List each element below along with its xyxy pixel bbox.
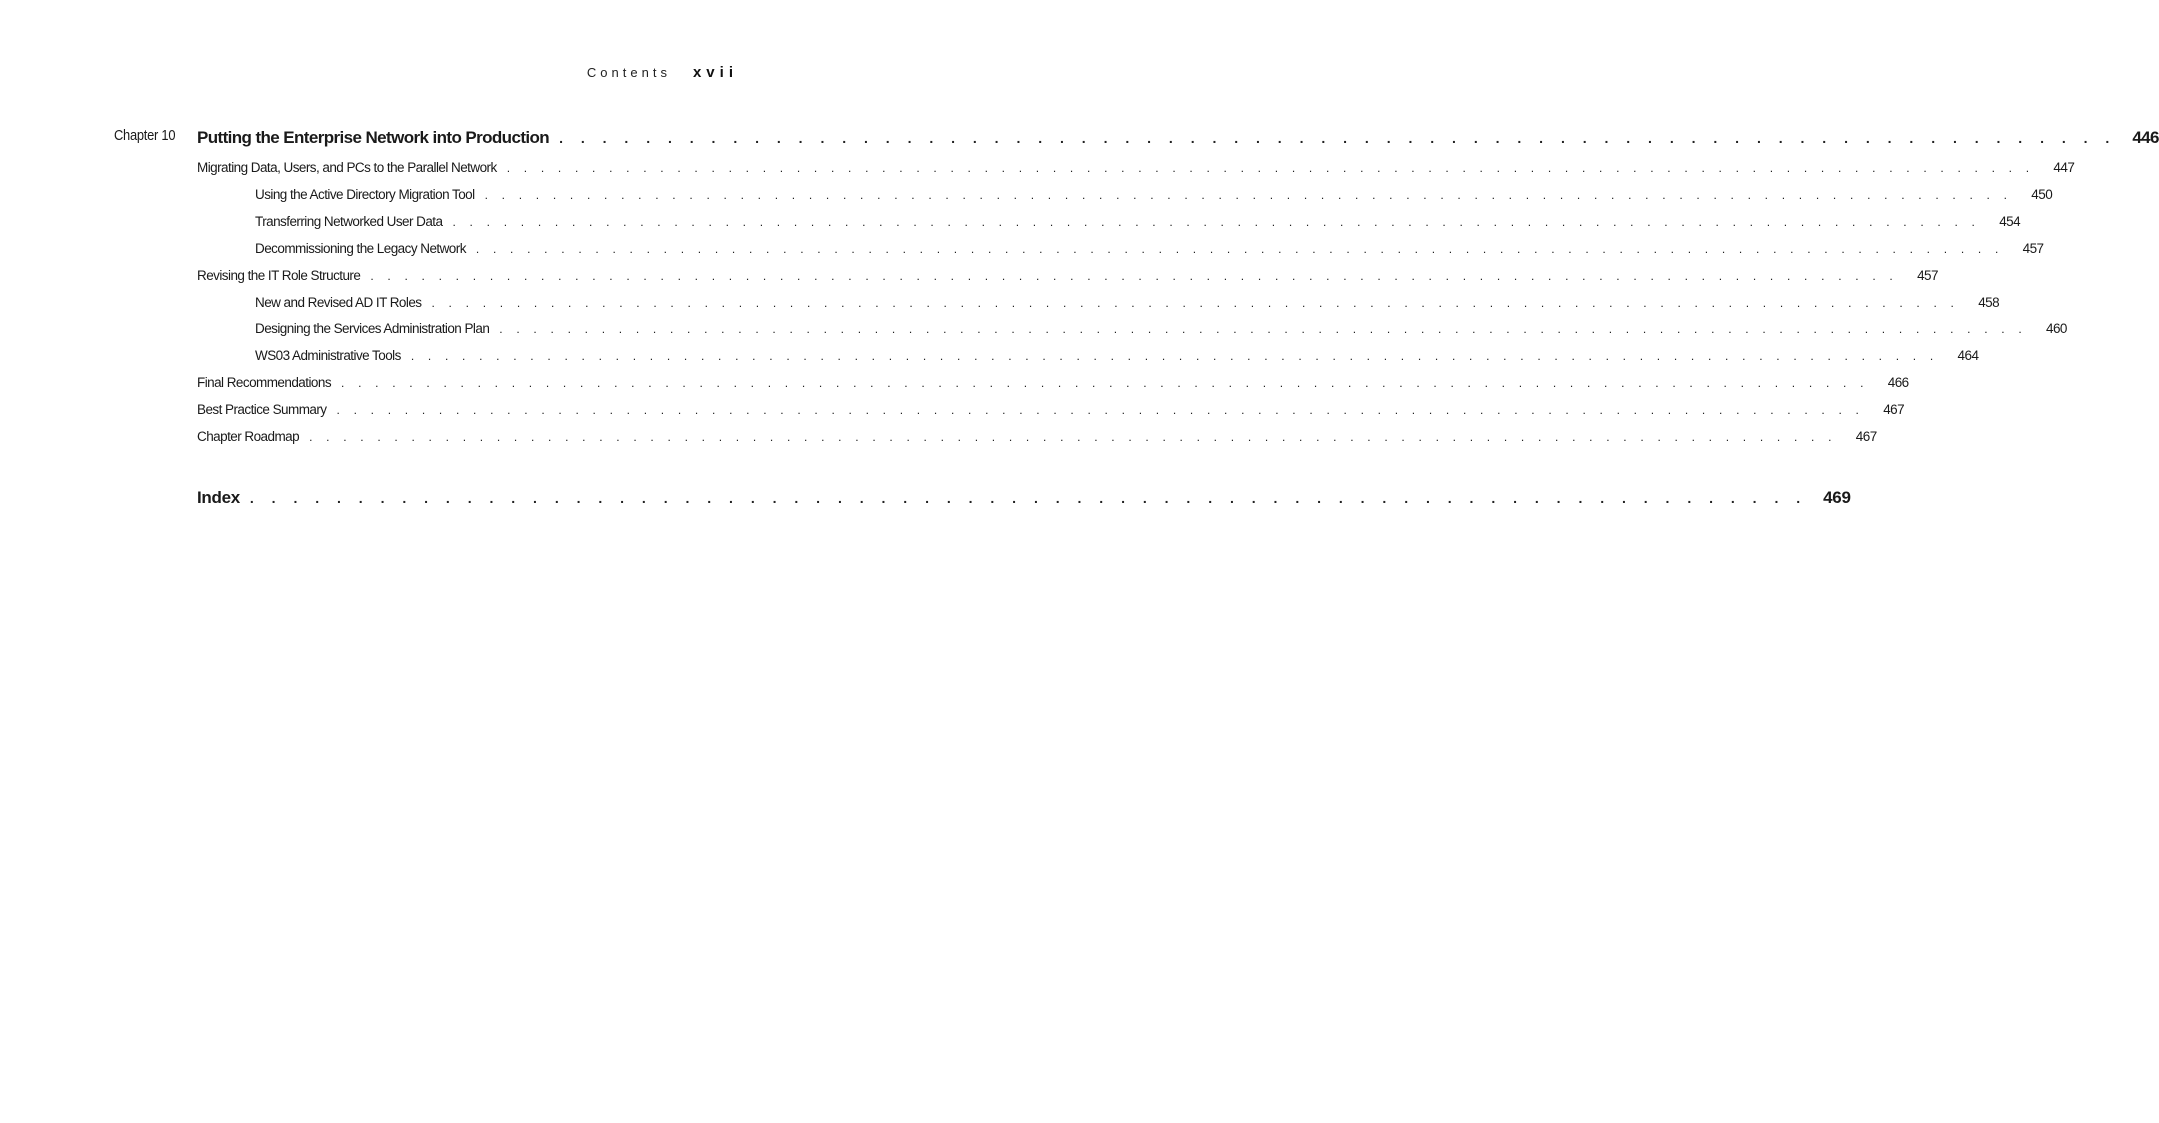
dot-leader: . . . . . . . . . . . . . . . . . . . . . . . . . . . . . . . . . . . . . . . . . . . . . . . . . . . . . . . . . . . . . . . . . . . . . . . . . . . . . . . . . . . . . . . . . . — [336, 403, 1865, 418]
dot-leader: . . . . . . . . . . . . . . . . . . . . . . . . . . . . . . . . . . . . . . . . . . . . . . . . . . . . . . . . . . . . . . . . . . . . . . . . . . . . . . . . . . . . . . . . . . — [341, 376, 1869, 391]
dot-leader: . . . . . . . . . . . . . . . . . . . . . . . . . . . . . . . . . . . . . . . . . . . . . . . . . . . . . . . . . . . . . . . . . . . . . . . . — [249, 490, 1808, 506]
toc-entry-title: WS03 Administrative Tools — [255, 348, 401, 364]
dot-leader: . . . . . . . . . . . . . . . . . . . . . . . . . . . . . . . . . . . . . . . . . . . . . . . . . . . . . . . . . . . . . . . . . . . . . . . . . . . . . . . . . . . . . . . . . . — [484, 187, 2013, 202]
chapter-label: Chapter 10 — [114, 127, 176, 144]
toc-entry-title: Migrating Data, Users, and PCs to the Parallel Network — [197, 160, 497, 175]
dot-leader: . . . . . . . . . . . . . . . . . . . . . . . . . . . . . . . . . . . . . . . . . . . . . . . . . . . . . . . . . . . . . . . . . . . . . . . . — [559, 130, 2117, 146]
toc-chapter-page: 446 — [2132, 128, 2159, 147]
toc-entry[interactable] — [197, 160, 2075, 175]
dot-leader: . . . . . . . . . . . . . . . . . . . . . . . . . . . . . . . . . . . . . . . . . . . . . . . . . . . . . . . . . . . . . . . . . . . . . . . . . . . . . . . . . . . . . . . . . . — [410, 349, 1939, 364]
toc-index-entry[interactable] — [197, 488, 1851, 508]
toc-entry-title: Best Practice Summary — [197, 402, 327, 418]
dot-leader: . . . . . . . . . . . . . . . . . . . . . . . . . . . . . . . . . . . . . . . . . . . . . . . . . . . . . . . . . . . . . . . . . . . . . . . . . . . . . . . . . . . . . . . . . . — [475, 241, 2004, 256]
dot-leader: . . . . . . . . . . . . . . . . . . . . . . . . . . . . . . . . . . . . . . . . . . . . . . . . . . . . . . . . . . . . . . . . . . . . . . . . . . . . . . . . . . . . . . . . . . — [370, 268, 1898, 283]
toc-entry-page: 464 — [1957, 348, 1979, 364]
toc-entry-title: Revising the IT Role Structure — [197, 267, 361, 283]
toc-entry-page: 454 — [1999, 213, 2021, 229]
toc-entry[interactable] — [197, 429, 1877, 444]
toc-entry-title: Transferring Networked User Data — [255, 213, 443, 229]
toc-entry[interactable] — [197, 375, 1909, 391]
toc-entry-page: 460 — [2046, 321, 2067, 337]
toc-index-page: 469 — [1823, 488, 1851, 507]
toc-entry-title: Decommissioning the Legacy Network — [255, 240, 466, 256]
dot-leader: . . . . . . . . . . . . . . . . . . . . . . . . . . . . . . . . . . . . . . . . . . . . . . . . . . . . . . . . . . . . . . . . . . . . . . . . . . . . . . . . . . . . . . . . . . — [506, 161, 2035, 175]
running-header-page-number: xvii — [692, 64, 738, 81]
toc-entry[interactable] — [255, 348, 1979, 364]
toc-entry-title: Chapter Roadmap — [197, 429, 300, 444]
toc-entry-page: 447 — [2053, 160, 2075, 175]
toc-entry-page: 457 — [1917, 267, 1938, 283]
dot-leader: . . . . . . . . . . . . . . . . . . . . . . . . . . . . . . . . . . . . . . . . . . . . . . . . . . . . . . . . . . . . . . . . . . . . . . . . . . . . . . . . . . . . . . . . . . — [309, 430, 1837, 444]
dot-leader: . . . . . . . . . . . . . . . . . . . . . . . . . . . . . . . . . . . . . . . . . . . . . . . . . . . . . . . . . . . . . . . . . . . . . . . . . . . . . . . . . . . . . . . . . . — [431, 295, 1960, 310]
toc-entry-title: Final Recommendations — [197, 375, 332, 391]
toc-entry-title: Designing the Services Administration Plan — [255, 321, 490, 337]
toc-chapter-entry[interactable] — [197, 128, 2159, 148]
toc-index-title: Index — [197, 488, 240, 507]
toc-entry[interactable] — [197, 267, 1938, 283]
toc-entry-title: Using the Active Directory Migration Tool — [255, 186, 475, 202]
running-header — [587, 64, 738, 81]
toc-entry-page: 466 — [1887, 375, 1909, 391]
toc-entry-page: 467 — [1855, 429, 1877, 444]
toc-entry[interactable] — [255, 213, 2021, 229]
toc-entry[interactable] — [255, 240, 2044, 256]
running-header-title: Contents — [586, 65, 671, 80]
toc-entry-page: 457 — [2022, 240, 2044, 256]
toc-entry-page: 450 — [2031, 186, 2053, 202]
dot-leader: . . . . . . . . . . . . . . . . . . . . . . . . . . . . . . . . . . . . . . . . . . . . . . . . . . . . . . . . . . . . . . . . . . . . . . . . . . . . . . . . . . . . . . . . . . — [499, 322, 2027, 337]
toc-entry-page: 458 — [1978, 294, 2000, 310]
toc-entry-title: New and Revised AD IT Roles — [255, 294, 422, 310]
toc-entry[interactable] — [197, 402, 1905, 418]
dot-leader: . . . . . . . . . . . . . . . . . . . . . . . . . . . . . . . . . . . . . . . . . . . . . . . . . . . . . . . . . . . . . . . . . . . . . . . . . . . . . . . . . . . . . . . . . . — [452, 214, 1981, 229]
toc-entry-page: 467 — [1883, 402, 1905, 418]
toc-entry[interactable] — [255, 321, 2067, 337]
toc-entry[interactable] — [255, 294, 2000, 310]
toc-entry[interactable] — [255, 186, 2053, 202]
toc-chapter-title: Putting the Enterprise Network into Production — [197, 128, 550, 147]
